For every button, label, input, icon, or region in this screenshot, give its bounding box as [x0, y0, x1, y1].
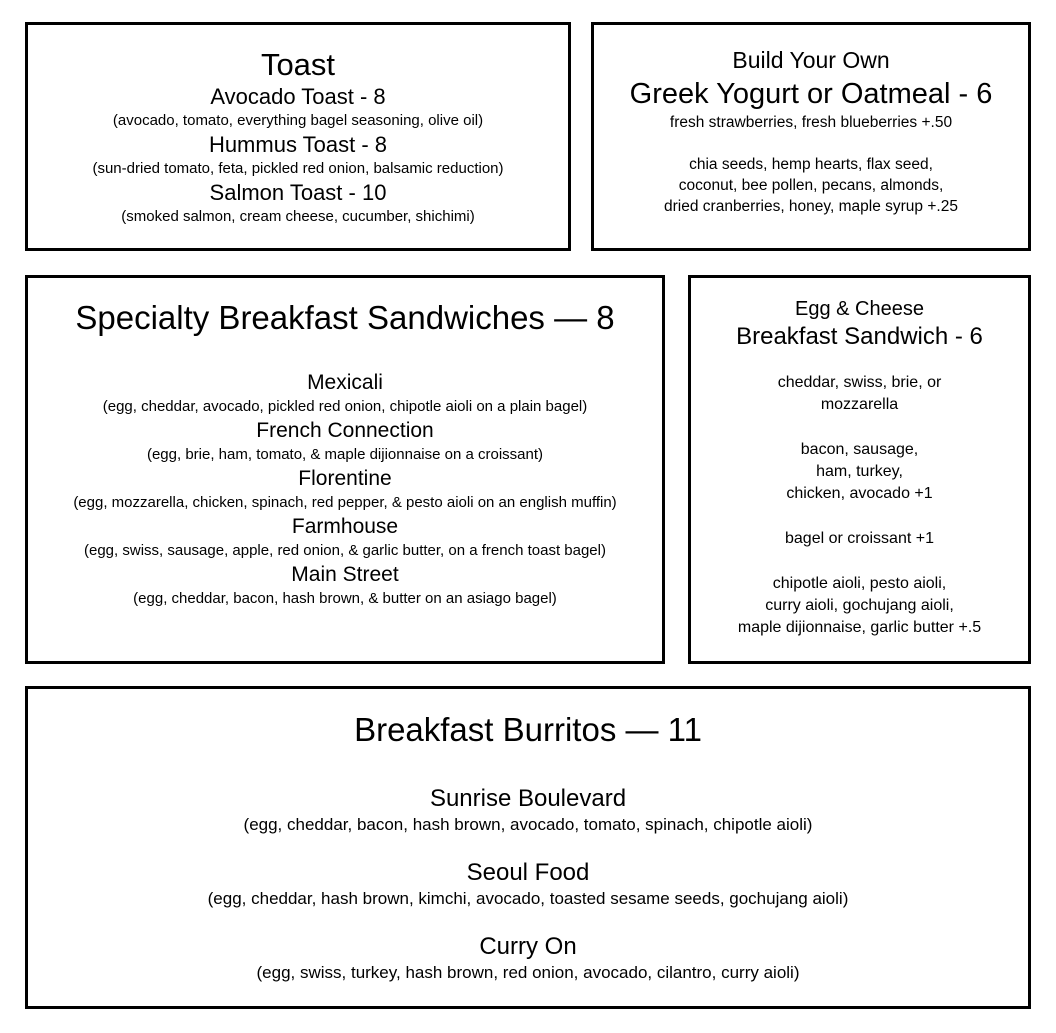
- toast-title: Toast: [260, 47, 336, 82]
- menu-item-description: (egg, mozzarella, chicken, spinach, red pepper, & pesto aioli on an english muffin): [73, 494, 617, 511]
- menu-item-name: Avocado Toast - 8: [210, 84, 386, 109]
- egg-cheese-title: Breakfast Sandwich - 6: [736, 323, 983, 350]
- yogurt-title: Greek Yogurt or Oatmeal - 6: [629, 78, 993, 110]
- menu-item-description: (egg, swiss, sausage, apple, red onion, & garlic butter, on a french toast bagel): [84, 542, 606, 559]
- menu-item-description: (egg, swiss, turkey, hash brown, red onion, avocado, cilantro, curry aioli): [256, 963, 800, 982]
- egg-cheese-sandwich-section: [688, 275, 1031, 664]
- specialty-title: Specialty Breakfast Sandwiches — 8: [75, 299, 615, 336]
- menu-item-description: (egg, cheddar, avocado, pickled red onion, chipotle aioli on a plain bagel): [102, 398, 588, 415]
- menu-item-name: Hummus Toast - 8: [208, 132, 388, 157]
- toast-section: [25, 22, 571, 251]
- menu-item-description: (egg, brie, ham, tomato, & maple dijionnaise on a croissant): [146, 446, 544, 463]
- menu-item-name: Main Street: [291, 563, 399, 586]
- menu-item-description: (egg, cheddar, bacon, hash brown, avocado, tomato, spinach, chipotle aioli): [243, 815, 813, 834]
- sauce-options: chipotle aioli, pesto aioli,: [772, 575, 947, 592]
- menu-item-description: (smoked salmon, cream cheese, cucumber, shichimi): [121, 208, 475, 225]
- topping-options: coconut, bee pollen, pecans, almonds,: [678, 177, 944, 194]
- cheese-options: mozzarella: [820, 396, 899, 413]
- sauce-options: curry aioli, gochujang aioli,: [765, 597, 954, 614]
- sauce-options: maple dijionnaise, garlic butter +.5: [737, 619, 982, 636]
- menu-item-description: (sun-dried tomato, feta, pickled red onion, balsamic reduction): [92, 160, 504, 177]
- menu-item-name: Seoul Food: [466, 859, 590, 886]
- menu-item-description: (avocado, tomato, everything bagel seasoning, olive oil): [112, 112, 484, 129]
- cheese-options: cheddar, swiss, brie, or: [777, 374, 942, 391]
- breakfast-burritos-section: [25, 686, 1031, 1009]
- egg-cheese-pretitle: Egg & Cheese: [795, 298, 924, 320]
- burritos-title: Breakfast Burritos — 11: [354, 711, 702, 748]
- specialty-sandwiches-section: [25, 275, 665, 664]
- protein-options: chicken, avocado +1: [786, 485, 933, 502]
- menu-item-name: French Connection: [256, 419, 434, 442]
- menu-item-name: Florentine: [298, 467, 392, 490]
- yogurt-pretitle: Build Your Own: [732, 47, 890, 73]
- bread-options: bagel or croissant +1: [785, 530, 934, 547]
- protein-options: bacon, sausage,: [800, 441, 919, 458]
- menu-item-description: (egg, cheddar, hash brown, kimchi, avocado, toasted sesame seeds, gochujang aioli): [207, 889, 849, 908]
- topping-options: dried cranberries, honey, maple syrup +.25: [664, 198, 958, 215]
- menu-item-name: Sunrise Boulevard: [429, 785, 627, 812]
- menu-item-name: Farmhouse: [291, 515, 399, 538]
- topping-options: chia seeds, hemp hearts, flax seed,: [689, 156, 933, 173]
- menu-item-name: Curry On: [479, 933, 577, 960]
- menu-item-name: Salmon Toast - 10: [209, 180, 387, 205]
- menu-item-description: (egg, cheddar, bacon, hash brown, & butter on an asiago bagel): [133, 590, 557, 607]
- protein-options: ham, turkey,: [816, 463, 903, 480]
- yogurt-oatmeal-section: [591, 22, 1031, 251]
- menu-item-name: Mexicali: [307, 371, 383, 394]
- fruit-options: fresh strawberries, fresh blueberries +.50: [669, 114, 953, 131]
